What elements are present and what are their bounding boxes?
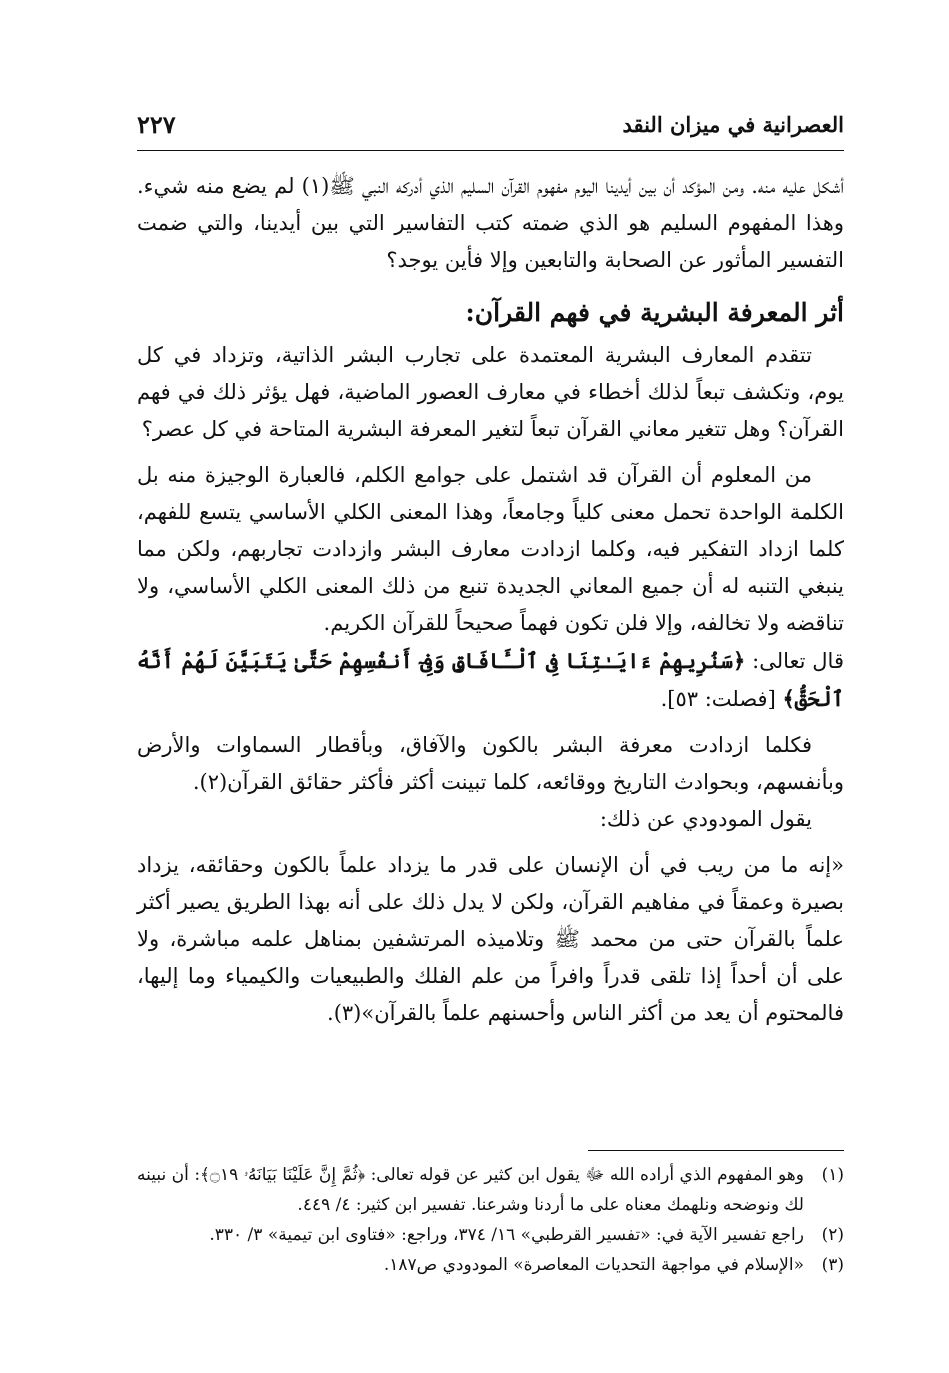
footnotes: [137, 1160, 844, 1280]
quotation-paragraph: «إنه ما من ريب في أن الإنسان على قدر ما يزداد علماً بالكون وحقائقه، يزداد بصيرة وعمقاً في مفاهيم القرآن، ولكن لا يدل ذلك على أنه بهذا الطريق يصير أكثر علماً بالقرآن حتى من محمد ﷺ وتلاميذه المرتشفين بمناهل علمه مباشرة، ولا على أن أحداً إذا تلقى قدراً وافراً من علم الفلك والطبيعيات والكيمياء وما إليها، فالمحتوم أن يعد من أكثر الناس وأحسنهم علماً بالقرآن»(٣).: [137, 853, 844, 1025]
running-title: العصرانية في ميزان النقد: [622, 112, 844, 137]
paragraph-5: فكلما ازدادت معرفة البشر بالكون والآفاق، وبأقطار السماوات والأرض وبأنفسهم، وبحوادث التاريخ ووقائعه، كلما تبينت أكثر فأكثر حقائق القرآن(٢).: [137, 733, 844, 794]
section-heading: أثر المعرفة البشرية في فهم القرآن:: [465, 298, 844, 327]
footnote-number: (٣): [821, 1255, 844, 1275]
paragraph-1: أشكل عليه منه. ومن المؤكد أن بين أيدينا اليوم مفهوم القرآن السليم الذي أدركه النبي ﷺ(١) لم يضع منه شيء. وهذا المفهوم السليم هو الذي ضمته كتب التفاسير التي بين أيدينا، والتي ضمت التفسير المأثور عن الصحابة والتابعين وإلا فأين يوجد؟: [137, 174, 844, 272]
footnote-text: وهو المفهوم الذي أراده الله ﷻ يقول ابن كثير عن قوله تعالى: ﴿ثُمَّ إِنَّ عَلَيْنَا بَيَانَهُۥ ۝١٩﴾: أن نبينه لك ونوضحه ونلهمك معناه على ما أردنا وشرعنا. تفسير ابن كثير: ٤/ ٤٤٩.: [137, 1165, 804, 1215]
footnote-3: [137, 1250, 844, 1280]
page-number: ٢٢٧: [137, 110, 176, 139]
paragraph-6: يقول المودودي عن ذلك:: [599, 807, 812, 831]
verse-intro: قال تعالى:: [745, 649, 844, 673]
footnote-text: راجع تفسير الآية في: «تفسير القرطبي» ١٦/ ٣٧٤، وراجع: «فتاوى ابن تيمية» ٣/ ٣٣٠.: [209, 1225, 804, 1245]
paragraph-2: تتقدم المعارف البشرية المعتمدة على تجارب البشر الذاتية، وتزداد في كل يوم، وتكشف تبعاً لذلك أخطاء في معارف العصور الماضية، فهل يؤثر ذلك في فهم القرآن؟ وهل تتغير معاني القرآن تبعاً لتغير المعرفة البشرية المتاحة في كل عصر؟: [137, 343, 844, 441]
verse-reference: [فصلت: ٥٣].: [660, 687, 783, 711]
footnote-text: «الإسلام في مواجهة التحديات المعاصرة» المودودي ص١٨٧.: [383, 1255, 804, 1275]
footnote-1: [137, 1160, 844, 1220]
footnote-number: (٢): [821, 1225, 844, 1245]
paragraph-3: من المعلوم أن القرآن قد اشتمل على جوامع الكلم، فالعبارة الوجيزة منه بل الكلمة الواحدة تحمل معنى كلياً وجامعاً، وهذا المعنى الكلي الأساسي يتسع للفهم، كلما ازداد التفكير فيه، وكلما ازدادت معارف البشر وازدادت تجاربهم، ولكن مما ينبغي التنبه له أن جميع المعاني الجديدة تنبع من ذلك المعنى الكلي الأساسي، ولا تناقضه ولا تخالفه، وإلا فلن تكون فهماً صحيحاً للقرآن الكريم.: [137, 463, 844, 635]
page-body: [137, 168, 844, 1032]
footnote-2: [137, 1220, 844, 1250]
page-header: [137, 112, 844, 148]
header-rule: [137, 150, 844, 151]
quran-verse: ﴿سَنُرِيهِمْ ءَايَـٰتِنَا فِى ٱلْـَٔافَاقِ وَفِىٓ أَنفُسِهِمْ حَتَّىٰ يَتَبَيَّنَ لَهُمْ أَنَّهُ ٱلْحَقُّ﴾: [137, 648, 844, 711]
footnote-rule: [588, 1150, 844, 1151]
paragraph-verse: [137, 642, 844, 718]
footnote-number: (١): [821, 1165, 844, 1185]
